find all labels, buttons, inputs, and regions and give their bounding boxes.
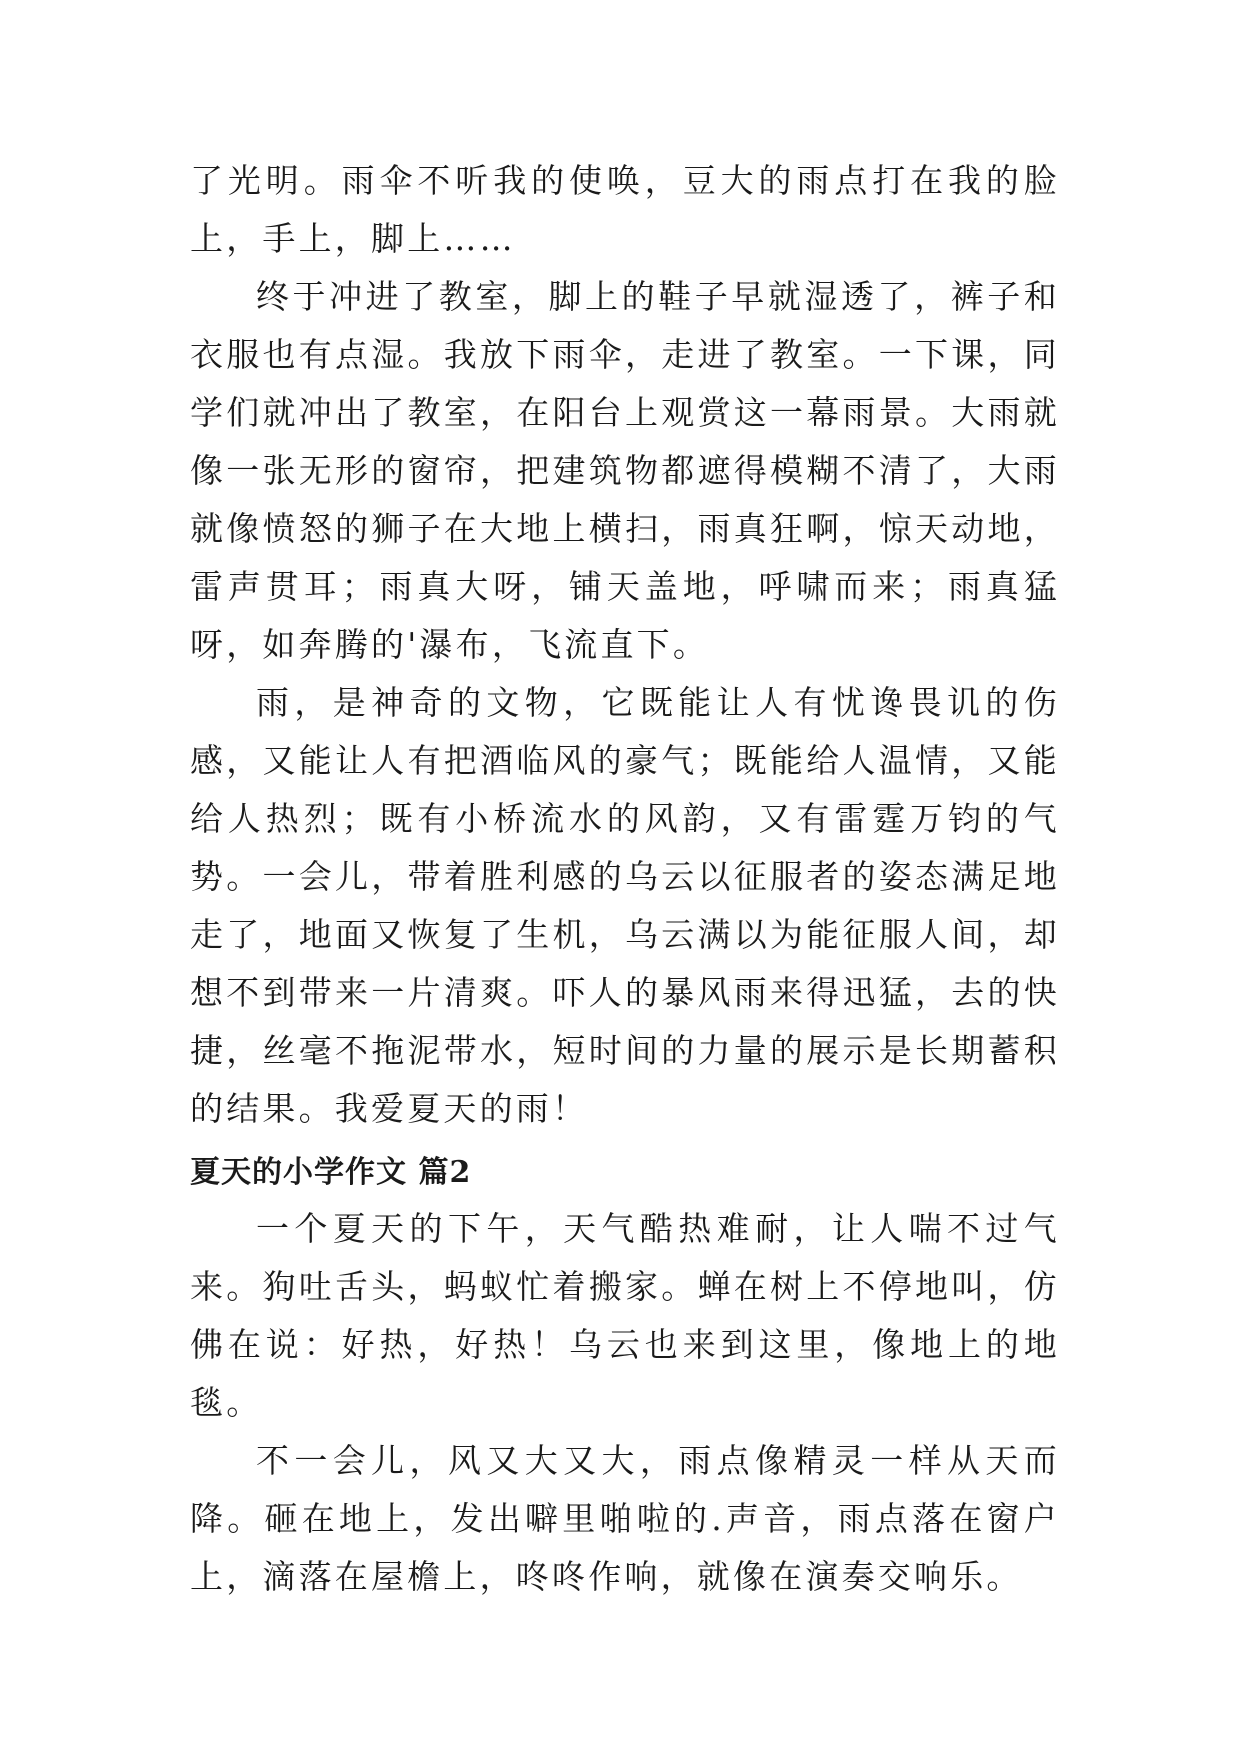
essay-2-heading: 夏天的小学作文 篇2 <box>190 1155 472 1190</box>
essay-2-paragraph-2: 不一会儿，风又大又大，雨点像精灵一样从天而降。砸在地上，发出噼里啪啦的.声音，雨点落在窗户上，滴落在屋檐上，咚咚作响，就像在演奏交响乐。 <box>190 1441 1060 1596</box>
essay-1-body <box>190 152 1060 1138</box>
essay-1-paragraph-2: 终于冲进了教室，脚上的鞋子早就湿透了，裤子和衣服也有点湿。我放下雨伞，走进了教室。一下课，同学们就冲出了教室，在阳台上观赏这一幕雨景。大雨就像一张无形的窗帘，把建筑物都遮得模糊不清了，大雨就像愤怒的狮子在大地上横扫，雨真狂啊，惊天动地，雷声贯耳；雨真大呀，铺天盖地，呼啸而来；雨真猛呀，如奔腾的'瀑布，飞流直下。 <box>190 277 1060 664</box>
essay-2-body <box>190 1200 1060 1606</box>
essay-2-paragraph-1: 一个夏天的下午，天气酷热难耐，让人喘不过气来。狗吐舌头，蚂蚁忙着搬家。蝉在树上不停地叫，仿佛在说：好热，好热！乌云也来到这里，像地上的地毯。 <box>190 1209 1060 1422</box>
essay-1-paragraph-3: 雨，是神奇的文物，它既能让人有忧谗畏讥的伤感，又能让人有把酒临风的豪气；既能给人温情，又能给人热烈；既有小桥流水的风韵，又有雷霆万钧的气势。一会儿，带着胜利感的乌云以征服者的姿态满足地走了，地面又恢复了生机，乌云满以为能征服人间，却想不到带来一片清爽。吓人的暴风雨来得迅猛，去的快捷，丝毫不拖泥带水，短时间的力量的展示是长期蓄积的结果。我爱夏天的雨！ <box>190 683 1060 1128</box>
essay-1-paragraph-1: 了光明。雨伞不听我的使唤，豆大的雨点打在我的脸上，手上，脚上…… <box>190 161 1060 258</box>
